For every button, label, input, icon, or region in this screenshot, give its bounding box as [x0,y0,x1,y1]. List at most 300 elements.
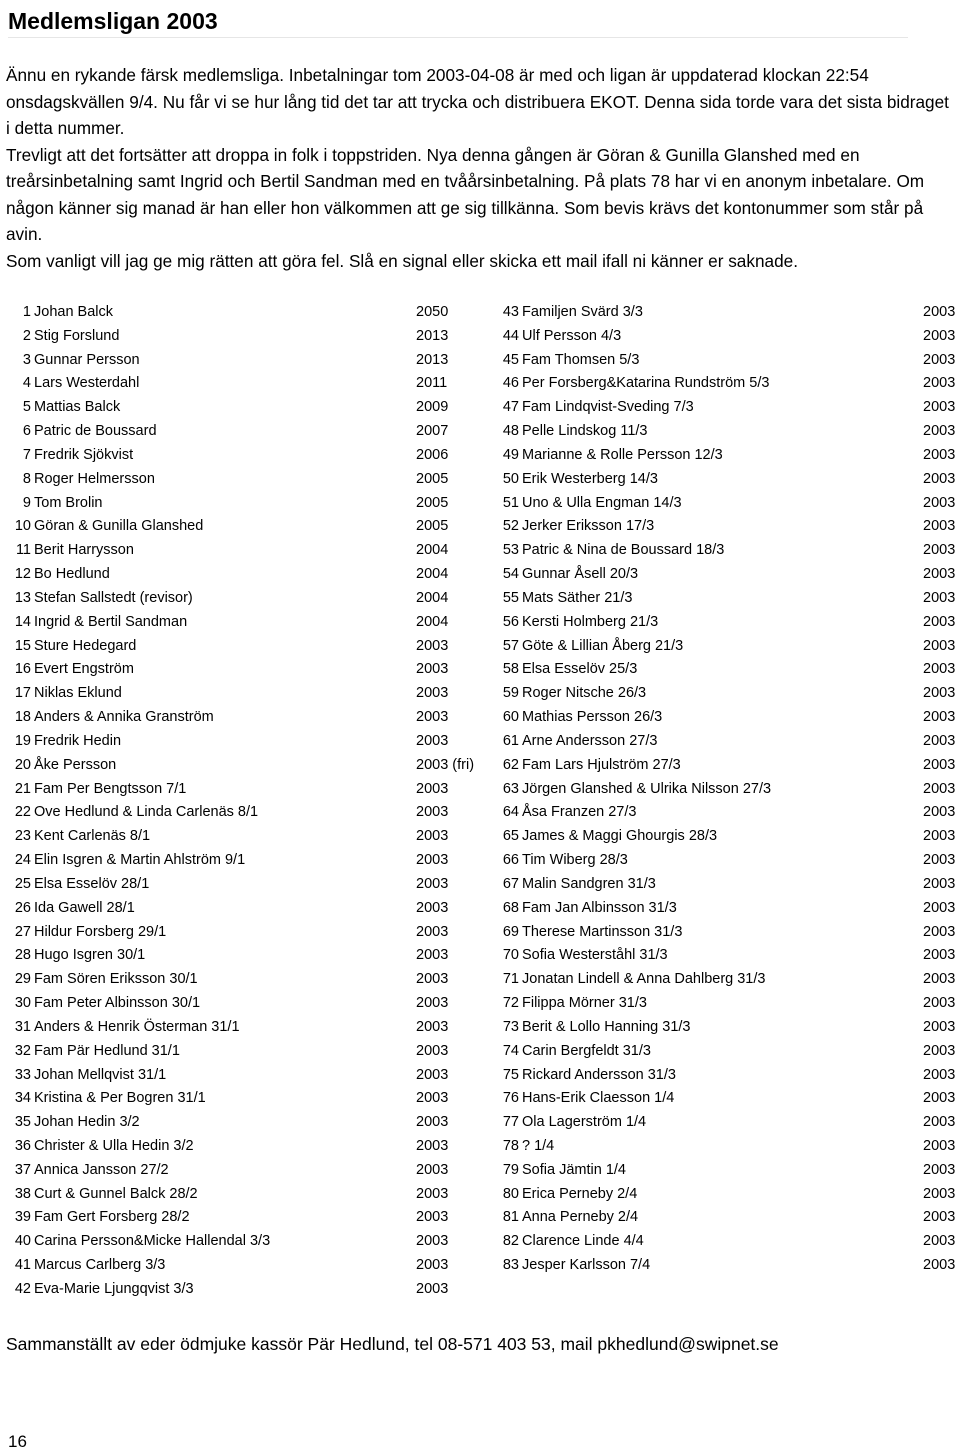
member-row [496,825,960,849]
member-rank: 11 [15,542,31,559]
member-paid-until: 2003 [416,828,449,845]
member-row [496,658,960,682]
member-paid-until: 2013 [416,327,449,344]
member-name: Fam Jan Albinsson 31/3 [522,899,677,916]
member-paid-until: 2003 [416,1185,449,1202]
member-paid-until: 2003 [923,1209,956,1226]
member-row [0,658,500,682]
member-rank: 35 [14,1114,31,1131]
member-row [496,1111,960,1135]
member-rank: 64 [502,804,519,821]
member-rank: 33 [14,1066,31,1083]
member-row [0,897,500,921]
member-paid-until: 2003 [923,923,956,940]
member-name: Roger Helmersson [34,470,155,487]
member-name: Tim Wiberg 28/3 [522,852,628,869]
member-row [496,349,960,373]
member-rank: 58 [502,661,519,678]
member-name: Marcus Carlberg 3/3 [34,1257,166,1274]
member-row [496,468,960,492]
member-rank: 63 [502,780,519,797]
member-row [0,968,500,992]
member-paid-until: 2003 [416,709,449,726]
member-name: Göran & Gunilla Glanshed [34,518,204,535]
member-name: Mathias Persson 26/3 [522,709,663,726]
member-name: Fam Gert Forsberg 28/2 [34,1209,190,1226]
member-paid-until: 2003 [923,1018,956,1035]
member-row [0,873,500,897]
member-paid-until: 2003 [416,852,449,869]
member-rank: 62 [502,756,519,773]
member-row [496,921,960,945]
member-name: Berit Harrysson [34,542,134,559]
member-rank: 83 [502,1257,519,1274]
member-paid-until: 2003 [416,923,449,940]
member-name: Per Forsberg&Katarina Rundström 5/3 [522,375,770,392]
member-paid-until: 2011 [416,375,448,392]
member-paid-until: 2003 [923,852,956,869]
member-row [0,301,500,325]
member-row [0,611,500,635]
member-row [496,754,960,778]
member-rank: 47 [502,399,519,416]
member-row [496,1159,960,1183]
member-paid-until: 2003 [923,304,956,320]
member-rank: 26 [14,899,31,916]
member-name: Jonatan Lindell & Anna Dahlberg 31/3 [522,971,766,988]
member-row [496,992,960,1016]
page-title: Medlemsligan 2003 [8,6,908,38]
member-name: Annica Jansson 27/2 [34,1161,169,1178]
member-paid-until: 2003 [416,1257,449,1274]
member-name: Hildur Forsberg 29/1 [34,923,167,940]
member-row [0,492,500,516]
member-row [0,682,500,706]
member-row [0,635,500,659]
member-name: Åsa Franzen 27/3 [522,804,637,821]
member-name: Roger Nitsche 26/3 [522,685,647,702]
member-paid-until: 2003 [923,780,956,797]
member-rank: 31 [14,1018,31,1035]
member-rank: 49 [502,446,519,463]
member-paid-until: 2003 (fri) [416,756,475,773]
member-rank: 48 [502,423,519,440]
member-row [496,730,960,754]
member-rank: 57 [502,637,519,654]
member-name: Bo Hedlund [34,566,110,583]
member-list-right [496,301,960,1278]
member-row [496,301,960,325]
member-row [496,849,960,873]
member-row [0,825,500,849]
member-name: Jörgen Glanshed & Ulrika Nilsson 27/3 [522,780,772,797]
member-rank: 54 [502,566,519,583]
member-name: Anders & Annika Granström [34,709,214,726]
member-row [0,1111,500,1135]
member-paid-until: 2003 [923,899,956,916]
member-name: Fam Lars Hjulström 27/3 [522,756,681,773]
member-name: Berit & Lollo Hanning 31/3 [522,1018,691,1035]
member-row [496,1135,960,1159]
member-paid-until: 2003 [923,351,956,368]
member-row [0,849,500,873]
member-name: Ingrid & Bertil Sandman [34,613,188,630]
member-paid-until: 2003 [923,685,956,702]
member-name: Carina Persson&Micke Hallendal 3/3 [34,1233,271,1250]
member-row [496,682,960,706]
member-paid-until: 2003 [923,875,956,892]
member-paid-until: 2003 [923,518,956,535]
member-name: Anna Perneby 2/4 [522,1209,639,1226]
member-paid-until: 2003 [416,685,449,702]
member-name: Mats Säther 21/3 [522,589,633,606]
member-paid-until: 2003 [416,1233,449,1250]
member-paid-until: 2003 [923,661,956,678]
member-paid-until: 2003 [923,804,956,821]
member-rank: 28 [14,947,31,964]
member-name: Fam Per Bengtsson 7/1 [34,780,187,797]
member-name: Fam Peter Albinsson 30/1 [34,995,201,1012]
member-paid-until: 2003 [416,637,449,654]
member-rank: 79 [502,1161,519,1178]
member-row [496,611,960,635]
member-rank: 61 [502,732,519,749]
member-rank: 16 [14,661,31,678]
member-rank: 20 [14,756,31,773]
member-rank: 9 [22,494,31,511]
member-paid-until: 2003 [416,875,449,892]
member-name: Johan Mellqvist 31/1 [34,1066,167,1083]
member-paid-until: 2005 [416,518,449,535]
member-rank: 69 [502,923,519,940]
member-rank: 13 [14,589,31,606]
member-name: Pelle Lindskog 11/3 [522,423,648,440]
member-paid-until: 2003 [923,1185,956,1202]
member-rank: 38 [14,1185,31,1202]
member-name: Filippa Mörner 31/3 [522,995,647,1012]
member-rank: 36 [14,1137,31,1154]
member-row [0,1016,500,1040]
member-rank: 60 [502,709,519,726]
member-name: Ove Hedlund & Linda Carlenäs 8/1 [34,804,259,821]
member-paid-until: 2003 [923,637,956,654]
member-paid-until: 2003 [923,1137,956,1154]
member-paid-until: 2003 [923,423,956,440]
member-rank: 10 [14,518,31,535]
member-rank: 1 [22,304,31,320]
intro-paragraph-3: Som vanligt vill jag ge mig rätten att göra fel. Slå en signal eller skicka ett mail ifall ni känner er saknade. [6,250,798,271]
member-rank: 59 [502,685,519,702]
member-name: Kent Carlenäs 8/1 [34,828,151,845]
member-rank: 52 [502,518,519,535]
member-row [496,801,960,825]
member-name: Tom Brolin [34,494,103,511]
member-row [496,1230,960,1254]
member-rank: 42 [14,1280,31,1297]
member-name: Fredrik Sjökvist [34,446,134,463]
member-row [0,444,500,468]
member-row [496,968,960,992]
member-name: Rickard Andersson 31/3 [522,1066,676,1083]
member-rank: 76 [502,1090,519,1107]
member-name: Ida Gawell 28/1 [34,899,135,916]
member-name: Lars Westerdahl [34,375,140,392]
member-name: Clarence Linde 4/4 [522,1233,644,1250]
member-name: Curt & Gunnel Balck 28/2 [34,1185,198,1202]
member-row [496,492,960,516]
member-row [496,539,960,563]
member-rank: 30 [14,995,31,1012]
member-rank: 72 [502,995,519,1012]
member-row [0,778,500,802]
member-paid-until: 2003 [416,1137,449,1154]
member-name: Fam Pär Hedlund 31/1 [34,1042,180,1059]
member-rank: 80 [502,1185,519,1202]
member-row [0,801,500,825]
member-rank: 43 [502,304,519,320]
member-row [496,444,960,468]
member-paid-until: 2003 [416,1114,449,1131]
member-paid-until: 2003 [923,1042,956,1059]
member-name: Marianne & Rolle Persson 12/3 [522,446,723,463]
member-rank: 8 [22,470,31,487]
member-name: Sofia Westerståhl 31/3 [522,947,668,964]
member-row [0,730,500,754]
member-rank: 4 [22,375,31,392]
member-rank: 7 [22,446,31,463]
member-name: Patric & Nina de Boussard 18/3 [522,542,725,559]
member-paid-until: 2003 [923,1257,956,1274]
member-rank: 23 [14,828,31,845]
member-paid-until: 2003 [923,709,956,726]
member-paid-until: 2003 [416,804,449,821]
member-list-left [0,301,500,1302]
intro-text [6,62,956,274]
member-name: Familjen Svärd 3/3 [522,304,643,320]
member-row [0,325,500,349]
member-row [496,563,960,587]
member-row [496,1040,960,1064]
member-row [496,587,960,611]
member-paid-until: 2003 [923,446,956,463]
member-rank: 12 [14,566,31,583]
member-name: Arne Andersson 27/3 [522,732,658,749]
member-paid-until: 2003 [923,828,956,845]
member-row [496,1016,960,1040]
member-rank: 21 [14,780,31,797]
member-name: Therese Martinsson 31/3 [522,923,683,940]
member-rank: 46 [502,375,519,392]
member-paid-until: 2003 [416,1090,449,1107]
member-name: Patric de Boussard [34,423,157,440]
member-rank: 53 [502,542,519,559]
member-paid-until: 2007 [416,423,449,440]
member-paid-until: 2003 [923,1114,956,1131]
member-paid-until: 2009 [416,399,449,416]
member-rank: 6 [22,423,31,440]
member-row [496,515,960,539]
member-row [496,1206,960,1230]
member-rank: 39 [14,1209,31,1226]
member-rank: 45 [502,351,519,368]
member-rank: 40 [14,1233,31,1250]
member-paid-until: 2003 [416,1280,449,1297]
member-name: Anders & Henrik Österman 31/1 [34,1018,240,1035]
member-name: Sture Hedegard [34,637,137,654]
member-name: Åke Persson [34,756,117,773]
member-paid-until: 2013 [416,351,449,368]
member-paid-until: 2003 [416,1161,449,1178]
member-row [0,754,500,778]
member-paid-until: 2003 [416,1042,449,1059]
member-name: Uno & Ulla Engman 14/3 [522,494,682,511]
member-paid-until: 2050 [416,304,449,320]
member-name: Sofia Jämtin 1/4 [522,1161,626,1178]
member-row [0,515,500,539]
member-paid-until: 2003 [416,971,449,988]
member-rank: 29 [14,971,31,988]
member-rank: 71 [502,971,519,988]
member-rank: 2 [22,327,31,344]
member-row [496,706,960,730]
member-paid-until: 2003 [923,542,956,559]
member-name: Fam Thomsen 5/3 [522,351,640,368]
member-name: Johan Hedin 3/2 [34,1114,140,1131]
member-paid-until: 2003 [416,1066,449,1083]
member-paid-until: 2003 [416,1209,449,1226]
intro-paragraph-2: Trevligt att det fortsätter att droppa in folk i toppstriden. Nya denna gången är Göran & Gunilla Glanshed med en treårsinbetalning samt Ingrid och Bertil Sandman med en tvåårsinbetalning. På plats 78 har vi en anonym inbetalare. Om någon känner sig manad är han eller hon välkommen att ge sig tillkänna. Som bevis krävs det kontonummer som står på avin. [6,144,925,244]
member-name: Stefan Sallstedt (revisor) [34,589,193,606]
member-name: Hans-Erik Claesson 1/4 [522,1090,675,1107]
member-name: Johan Balck [34,304,113,320]
member-name: Jerker Eriksson 17/3 [522,518,655,535]
member-paid-until: 2006 [416,446,449,463]
member-name: Elsa Esselöv 25/3 [522,661,638,678]
member-paid-until: 2003 [923,470,956,487]
member-name: Kersti Holmberg 21/3 [522,613,659,630]
member-rank: 27 [14,923,31,940]
member-rank: 34 [14,1090,31,1107]
footer-note: Sammanställt av eder ödmjuke kassör Pär Hedlund, tel 08-571 403 53, mail pkhedlund@swipnet.se [6,1334,779,1354]
member-paid-until: 2003 [416,661,449,678]
member-row [496,1254,960,1278]
member-paid-until: 2003 [416,732,449,749]
member-rank: 66 [502,852,519,869]
member-name: Göte & Lillian Åberg 21/3 [522,637,684,654]
member-name: Kristina & Per Bogren 31/1 [34,1090,206,1107]
member-name: Stig Forslund [34,327,120,344]
member-name: Ola Lagerström 1/4 [522,1114,647,1131]
member-row [496,778,960,802]
member-paid-until: 2003 [923,494,956,511]
member-rank: 55 [502,589,519,606]
member-row [0,396,500,420]
member-paid-until: 2003 [923,327,956,344]
member-paid-until: 2003 [923,399,956,416]
member-paid-until: 2005 [416,494,449,511]
member-paid-until: 2003 [923,947,956,964]
member-rank: 74 [502,1042,519,1059]
member-row [0,1183,500,1207]
member-rank: 17 [14,685,31,702]
member-paid-until: 2005 [416,470,449,487]
member-row [0,1254,500,1278]
member-paid-until: 2003 [416,899,449,916]
member-rank: 22 [14,804,31,821]
member-row [0,1278,500,1302]
member-row [0,1040,500,1064]
member-row [496,873,960,897]
member-name: Ulf Persson 4/3 [522,327,622,344]
member-rank: 25 [14,875,31,892]
member-rank: 82 [502,1233,519,1250]
member-paid-until: 2003 [416,1018,449,1035]
member-paid-until: 2003 [923,995,956,1012]
member-row [496,325,960,349]
member-name: Hugo Isgren 30/1 [34,947,146,964]
member-name: Gunnar Persson [34,351,140,368]
member-rank: 37 [14,1161,31,1178]
member-paid-until: 2003 [416,995,449,1012]
member-row [496,944,960,968]
member-row [496,1087,960,1111]
member-name: Fam Lindqvist-Sveding 7/3 [522,399,694,416]
member-row [0,468,500,492]
member-row [0,992,500,1016]
member-rank: 65 [502,828,519,845]
member-rank: 78 [502,1137,519,1154]
member-rank: 18 [14,709,31,726]
member-name: ? 1/4 [522,1137,555,1154]
member-name: Niklas Eklund [34,685,122,702]
member-row [0,563,500,587]
member-rank: 73 [502,1018,519,1035]
member-name: Gunnar Åsell 20/3 [522,566,639,583]
member-rank: 19 [14,732,31,749]
member-row [0,539,500,563]
intro-paragraph-1: Ännu en rykande färsk medlemsliga. Inbetalningar tom 2003-04-08 är med och ligan är uppdaterad klockan 22:54 onsdagskvällen 9/4. Nu får vi se hur lång tid det tar att trycka och distribuera EKOT. Denna sida torde vara det sista bidraget i detta nummer. [6,65,949,138]
member-rank: 70 [502,947,519,964]
member-rank: 67 [502,875,519,892]
member-name: Fam Sören Eriksson 30/1 [34,971,198,988]
member-name: Fredrik Hedin [34,732,122,749]
member-name: Erik Westerberg 14/3 [522,470,658,487]
member-paid-until: 2004 [416,566,449,583]
member-rank: 51 [502,494,519,511]
member-paid-until: 2003 [923,375,956,392]
member-name: Elin Isgren & Martin Ahlström 9/1 [34,852,246,869]
member-row [496,1064,960,1088]
member-rank: 75 [502,1066,519,1083]
member-rank: 32 [14,1042,31,1059]
member-paid-until: 2003 [923,971,956,988]
member-row [496,897,960,921]
member-row [0,420,500,444]
member-paid-until: 2003 [923,1090,956,1107]
member-row [0,587,500,611]
member-name: James & Maggi Ghourgis 28/3 [522,828,718,845]
member-name: Mattias Balck [34,399,121,416]
member-paid-until: 2003 [923,1233,956,1250]
member-rank: 68 [502,899,519,916]
member-rank: 77 [502,1114,519,1131]
member-name: Jesper Karlsson 7/4 [522,1257,651,1274]
member-name: Erica Perneby 2/4 [522,1185,638,1202]
member-paid-until: 2003 [923,589,956,606]
member-row [0,706,500,730]
member-name: Carin Bergfeldt 31/3 [522,1042,651,1059]
member-rank: 44 [502,327,519,344]
